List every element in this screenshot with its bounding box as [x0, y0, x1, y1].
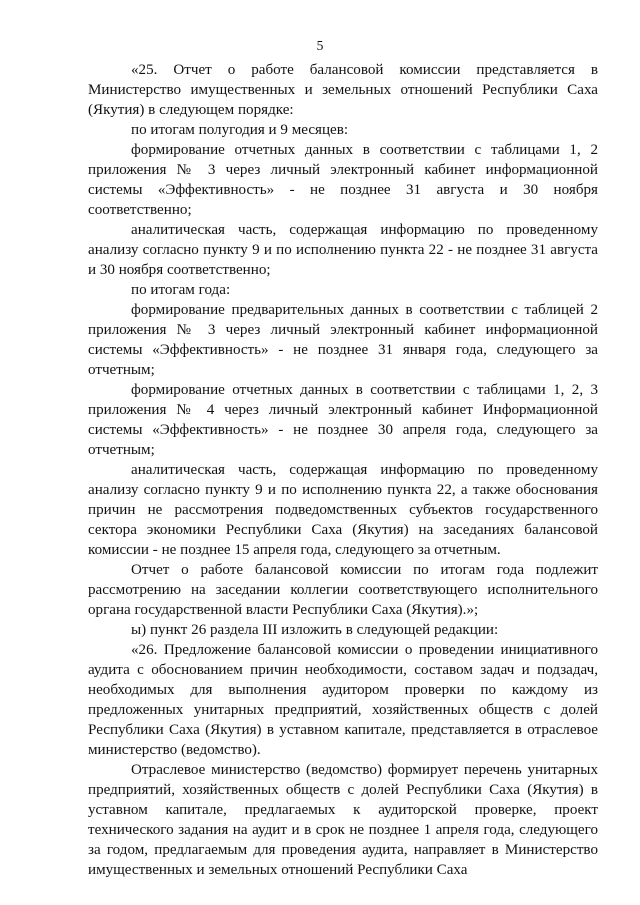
paragraph-half-year: по итогам полугодия и 9 месяцев: — [131, 122, 349, 138]
document-body — [88, 60, 598, 880]
paragraph-ministry-procedure: Отраслевое министерство (ведомство) формирует перечень унитарных предприятий, хозяйственных обществ с долей Республики Саха (Якутия) в уставном капитале, предлагаемых к аудиторской проверке, проект технического задания на аудит и в срок не позднее 1 апреля года, следующего за годом, предлагаемым для проведения аудита, направляет в Министерство имущественных и земельных отношений Республики Саха — [88, 762, 598, 878]
paragraph-annual: по итогам года: — [131, 282, 231, 298]
paragraph-item-26-text: «26. Предложение балансовой комиссии о проведении инициативного аудита с обоснованием причин необходимости, составом задач и подзадач, необходимых для выполнения аудитором проверки по каждому из предложенных унитарных предприятий, хозяйственных обществ с долей Республики Саха (Якутия) в уставном капитале, представляется в отраслевое министерство (ведомство). — [88, 642, 598, 758]
paragraph-item-26-amendment: ы) пункт 26 раздела III изложить в следующей редакции: — [131, 622, 499, 638]
paragraph-annual-preliminary-data: формирование предварительных данных в соответствии с таблицей 2 приложения № 3 через личный электронный кабинет информационной системы «Эффективность» - не позднее 31 января года, следующего за отчетным; — [88, 302, 598, 378]
paragraph-annual-analytics: аналитическая часть, содержащая информацию по проведенному анализу согласно пункту 9 и по исполнению пункта 22, а также обоснования причин не рассмотрения подведомственных субъектов государственного сектора экономики Республики Саха (Якутия) на заседаниях балансовой комиссии - не позднее 15 апреля года, следующего за отчетным. — [88, 462, 598, 558]
page-number: 5 — [316, 38, 324, 53]
paragraph-half-year-analytics: аналитическая часть, содержащая информацию по проведенному анализу согласно пункту 9 и по исполнению пункта 22 - не позднее 31 августа и 30 ноября соответственно; — [88, 222, 598, 278]
paragraph-report-review: Отчет о работе балансовой комиссии по итогам года подлежит рассмотрению на заседании коллегии соответствующего исполнительного органа государственной власти Республики Саха (Якутия).»; — [88, 562, 598, 618]
paragraph-annual-reporting-data: формирование отчетных данных в соответствии с таблицами 1, 2, 3 приложения № 4 через личный электронный кабинет Информационной системы «Эффективность» - не позднее 30 апреля года, следующего за отчетным; — [88, 382, 598, 458]
paragraph-half-year-reporting-data: формирование отчетных данных в соответствии с таблицами 1, 2 приложения № 3 через личный электронный кабинет информационной системы «Эффективность» - не позднее 31 августа и 30 ноября соответственно; — [88, 142, 598, 218]
paragraph-item-25-intro: «25. Отчет о работе балансовой комиссии представляется в Министерство имущественных и земельных отношений Республики Саха (Якутия) в следующем порядке: — [88, 62, 598, 118]
